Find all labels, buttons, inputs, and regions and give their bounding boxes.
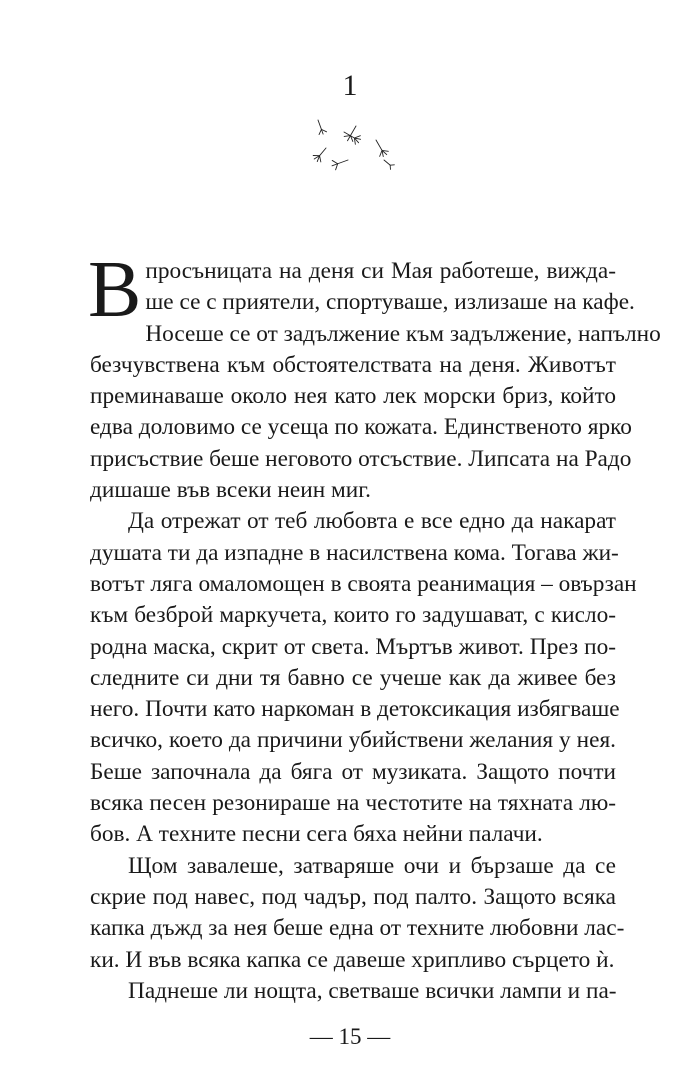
text-line: вотът ляга омаломощен в своята реанимация – овързан [90,570,637,597]
text-line: бов. А техните песни сега бяха нейни палачи. [90,821,543,848]
text-line: душата ти да изпадне в насилствена кома. Тогава жи- [90,539,619,566]
body-text [88,246,661,1007]
text-line: просъницата на деня си Мая работеше, вижда- [145,258,616,284]
text-line: към безброй маркучета, които го задушават, с кисло- [90,602,616,629]
text-line: скрие под навес, под чадър, под палто. Защото всяка [90,883,616,910]
text-line: ки. И във всяка капка се давеше хрипливо сърцето ѝ. [90,946,615,973]
text-line: безчувствена към обстоятелствата на деня. Животът [90,351,616,378]
text-line: Да отрежат от теб любовта е все едно да накарат [128,508,616,535]
text-line: Щом завалеше, затваряше очи и бързаше да се [128,852,616,879]
text-line: преминаваше около нея като лек морски бриз, който [90,383,616,410]
text-line: Беше започнала да бяга от музиката. Защото почти [90,758,616,785]
paragraph [90,851,625,976]
paragraph [88,246,661,506]
paragraph [90,976,616,1007]
text-line: всичко, което да причини убийствени желания у нея. [90,727,616,754]
page-number: — 15 — [309,1024,391,1049]
chapter-number: 1 [342,69,358,102]
paragraph [90,506,637,850]
text-line: присъствие беше неговото отсъствие. Липсата на Радо [90,445,632,472]
text-line: всяка песен резонираше на честотите на тяхната лю- [90,790,616,817]
text-line: следните си дни тя бавно се учеше как да живее без [90,664,616,691]
text-line: Носеше се от задължение към задължение, напълно [145,320,661,347]
text-line: родна маска, скрит от света. Мъртъв живот. През по- [90,633,616,660]
text-line: ше се с приятели, спортуваше, излизаше на кафе. [145,289,635,316]
text-line: едва доловимо се усеща по кожата. Единственото ярко [90,414,632,441]
dandelion-seeds-icon [296,108,406,188]
text-line: капка дъжд за нея беше една от техните любовни лас- [90,915,625,942]
text-line: дишаше във всеки неин миг. [90,477,371,504]
text-line: него. Почти като наркоман в детоксикация избягваше [90,696,620,723]
text-line: Паднеше ли нощта, светваше всички лампи и па- [128,977,617,1004]
drop-cap: В [88,246,142,334]
